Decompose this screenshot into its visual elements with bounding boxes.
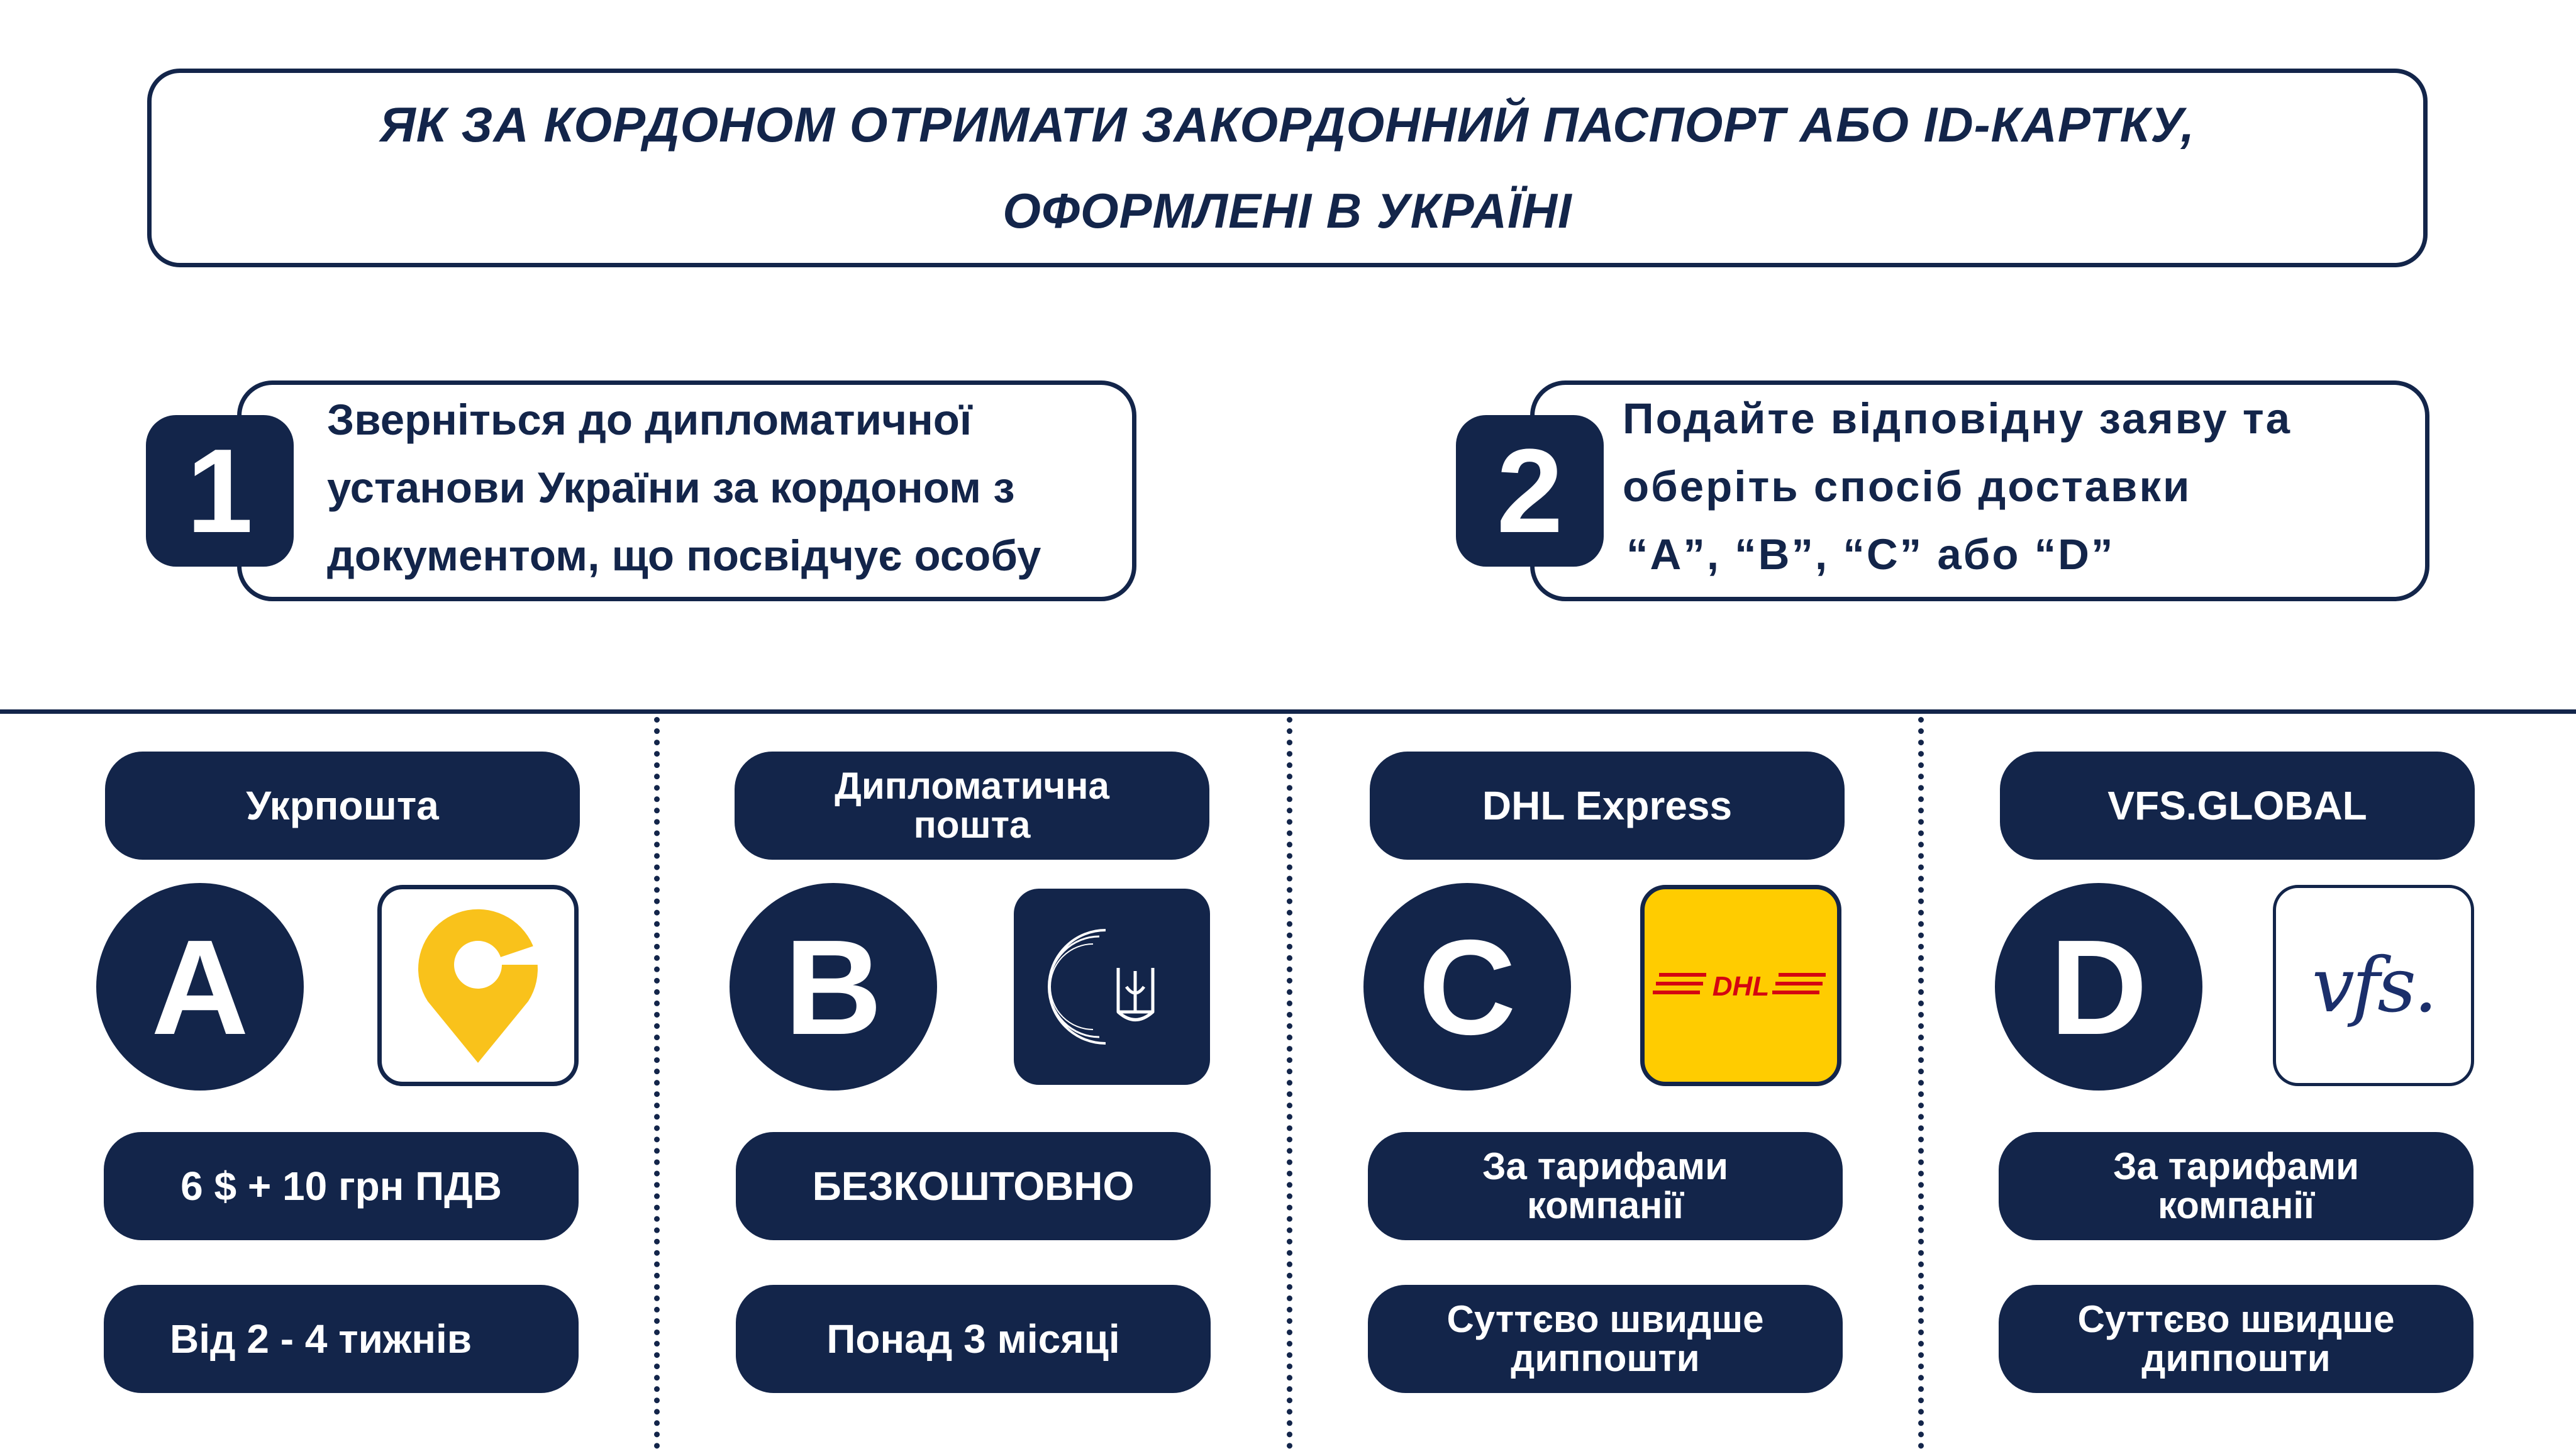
provider-pill-c: [1370, 752, 1845, 860]
price-pill-a: [104, 1132, 579, 1240]
option-letter-a: A: [96, 883, 304, 1091]
horizontal-divider: [0, 709, 2576, 714]
step-1-line-3: документом, що посвідчує особу: [327, 531, 1041, 580]
price-label-a: 6 $ + 10 грн ПДВ: [180, 1163, 502, 1209]
provider-pill-d: [2000, 752, 2475, 860]
provider-pill-b: [735, 752, 1209, 860]
time-label-c-1: Суттєво швидше: [1446, 1298, 1764, 1340]
step-1-text: [327, 386, 1041, 590]
price-label-b: БЕЗКОШТОВНО: [812, 1163, 1135, 1209]
diplomatic-emblem-icon: [1036, 911, 1187, 1062]
provider-label-c: DHL Express: [1482, 783, 1733, 828]
provider-label-b-1: Дипломатична: [835, 765, 1109, 807]
price-label-c-2: компанії: [1527, 1184, 1684, 1226]
time-label-b: Понад 3 місяці: [826, 1316, 1120, 1362]
time-pill-d: [1999, 1285, 2473, 1393]
step-1-line-2: установи України за кордоном з: [327, 464, 1015, 512]
price-label-c-1: За тарифами: [1482, 1145, 1729, 1187]
time-label-a: Від 2 - 4 тижнів: [170, 1316, 472, 1362]
step-2-line-1: Подайте відповідну заяву та: [1623, 394, 2292, 443]
time-pill-b: [736, 1285, 1211, 1393]
dhl-logo-text: DHL: [1712, 971, 1770, 1002]
step-2-number: 2: [1456, 415, 1604, 567]
page-title-box: [147, 69, 2428, 267]
column-divider-3: [1918, 717, 1924, 1449]
price-pill-c: [1368, 1132, 1843, 1240]
vfs-logo-text: vfs.: [2312, 941, 2435, 1030]
dhl-logo-icon: [1640, 885, 1841, 1086]
price-pill-b: [736, 1132, 1211, 1240]
column-divider-1: [654, 717, 660, 1449]
provider-label-a: Укрпошта: [246, 783, 439, 828]
provider-label-d: VFS.GLOBAL: [2107, 783, 2367, 828]
option-letter-c: C: [1363, 883, 1571, 1091]
time-label-c-2: диппошти: [1511, 1337, 1700, 1379]
diplomatic-trident-logo-icon: [1014, 889, 1210, 1085]
page-title-line-2: ОФОРМЛЕНІ В УКРАЇНІ: [1002, 183, 1572, 238]
step-2-line-2: оберіть спосіб доставки: [1623, 462, 2192, 511]
step-1-line-1: Зверніться до дипломатичної: [327, 396, 972, 444]
ukrposhta-pin-icon: [409, 907, 547, 1064]
vfs-logo-icon: [2273, 885, 2474, 1086]
dhl-wordmark-icon: [1646, 960, 1835, 1011]
step-2-line-3: “А”, “В”, “С” або “D”: [1626, 530, 2115, 579]
time-label-d-2: диппошти: [2141, 1337, 2331, 1379]
step-2-text: [1623, 385, 2292, 589]
column-divider-2: [1287, 717, 1292, 1449]
price-label-d-1: За тарифами: [2112, 1145, 2360, 1187]
time-pill-a: [104, 1285, 579, 1393]
time-label-d-1: Суттєво швидше: [2077, 1298, 2395, 1340]
price-label-d-2: компанії: [2158, 1184, 2314, 1226]
time-pill-c: [1368, 1285, 1843, 1393]
price-pill-d: [1999, 1132, 2473, 1240]
provider-label-b-2: пошта: [913, 804, 1031, 846]
page-title-line-1: ЯК ЗА КОРДОНОМ ОТРИМАТИ ЗАКОРДОННИЙ ПАСПОРТ АБО ID-КАРТКУ,: [379, 97, 2196, 152]
provider-pill-a: [105, 752, 580, 860]
option-letter-d: D: [1995, 883, 2202, 1091]
ukrposhta-logo-icon: [377, 885, 579, 1086]
step-1-number: 1: [146, 415, 294, 567]
option-letter-b: B: [730, 883, 937, 1091]
